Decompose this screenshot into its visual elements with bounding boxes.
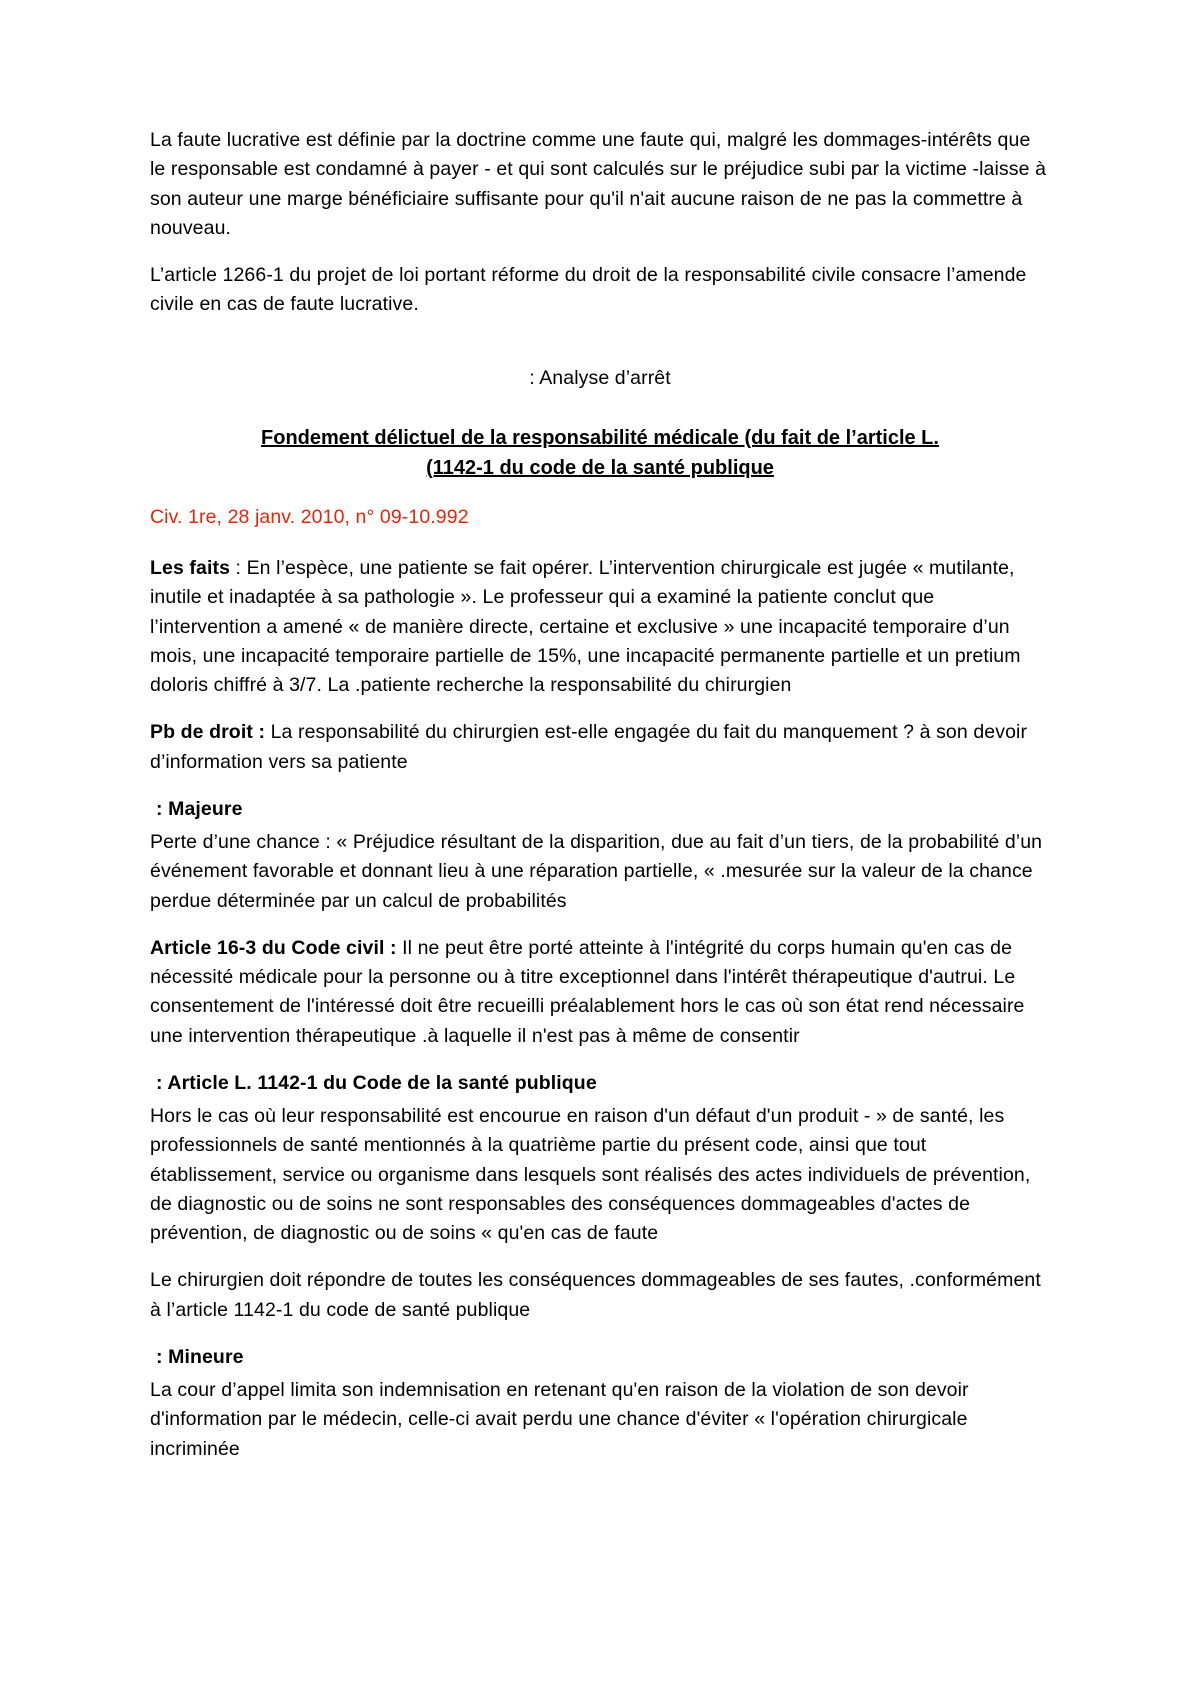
paragraph-probleme-de-droit bbox=[150, 718, 1050, 777]
section-heading-line-1: Fondement délictuel de la responsabilité médicale (du fait de l’article L. bbox=[261, 426, 939, 449]
subheading-majeure: : Majeure bbox=[156, 797, 243, 820]
paragraph-les-faits bbox=[150, 554, 1050, 700]
les-faits-text: : En l’espèce, une patiente se fait opérer. L’intervention chirurgicale est jugée « mutilante, inutile et inadaptée à sa pathologie ». Le professeur qui a examiné la patiente conclut que l’intervention a amené « de manière directe, certaine et exclusive » une incapacité temporaire d’un mois, une incapacité temporaire partielle de 15%, une incapacité permanente partielle et un pretium doloris chiffré à 3/7. La .patiente recherche la responsabilité du chirurgien bbox=[150, 557, 1021, 696]
paragraph-cour-appel: La cour d’appel limita son indemnisation en retenant qu'en raison de la violation de son devoir d'information par le médecin, celle-ci avait perdu une chance d'éviter « l'opération chirurgicale incriminée bbox=[150, 1379, 969, 1460]
case-reference: Civ. 1re, 28 janv. 2010, n° 09-10.992 bbox=[150, 505, 469, 528]
article-16-3-label: Article 16-3 du Code civil : bbox=[150, 936, 397, 959]
paragraph-article-1266: L’article 1266-1 du projet de loi portant réforme du droit de la responsabilité civile consacre l’amende civile en cas de faute lucrative. bbox=[150, 264, 1027, 316]
paragraph-faute-lucrative: La faute lucrative est définie par la doctrine comme une faute qui, malgré les dommages-intérêts que le responsable est condamné à payer - et qui sont calculés sur le préjudice subi par la victime -laisse à son auteur une marge bénéficiaire suffisante pour qu'il n'ait aucune raison de ne pas la commettre à nouveau. bbox=[150, 129, 1047, 239]
subheading-article-1142-1: : Article L. 1142-1 du Code de la santé publique bbox=[156, 1071, 597, 1094]
section-analyse-arret: : Analyse d’arrêt bbox=[529, 366, 671, 389]
paragraph-article-1142-1: Hors le cas où leur responsabilité est encourue en raison d'un défaut d'un produit - » de santé, les professionnels de santé mentionnés à la quatrième partie du présent code, ainsi que tout établissement, service ou organisme dans lesquels sont réalisés des actes individuels de prévention, de diagnostic ou de soins ne sont responsables des conséquences dommageables d'actes de prévention, de diagnostic ou de soins « qu'en cas de faute bbox=[150, 1105, 1031, 1244]
pb-de-droit-text: La responsabilité du chirurgien est-elle engagée du fait du manquement ? à son devoir d’information vers sa patiente bbox=[150, 721, 1028, 773]
paragraph-article-16-3 bbox=[150, 934, 1050, 1051]
paragraph-perte-de-chance: Perte d’une chance : « Préjudice résultant de la disparition, due au fait d’un tiers, de la probabilité d’un événement favorable et donnant lieu à une réparation partielle, « .mesurée sur la valeur de la chance perdue déterminée par un calcul de probabilités bbox=[150, 831, 1043, 912]
subheading-mineure: : Mineure bbox=[156, 1345, 244, 1368]
article-16-3-text: Il ne peut être porté atteinte à l'intégrité du corps humain qu'en cas de nécessité médicale pour la personne ou à titre exceptionnel dans l'intérêt thérapeutique d'autrui. Le consentement de l'intéressé doit être recueilli préalablement hors le cas où son état rend nécessaire une intervention thérapeutique .à laquelle il n'est pas à même de consentir bbox=[150, 936, 1025, 1047]
pb-de-droit-label: Pb de droit : bbox=[150, 721, 266, 744]
section-heading-line-2: (1142-1 du code de la santé publique bbox=[426, 456, 774, 479]
les-faits-label: Les faits bbox=[150, 557, 231, 579]
section-heading bbox=[150, 423, 1050, 483]
paragraph-chirurgien: Le chirurgien doit répondre de toutes les conséquences dommageables de ses fautes, .conformément à l’article 1142-1 du code de santé publique bbox=[150, 1269, 1041, 1321]
document-body bbox=[150, 126, 1050, 1464]
